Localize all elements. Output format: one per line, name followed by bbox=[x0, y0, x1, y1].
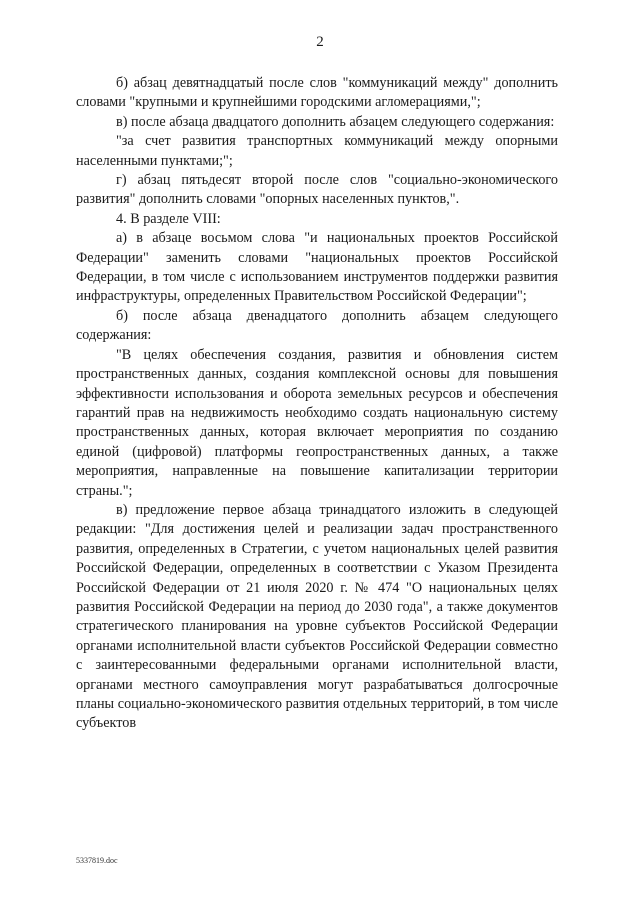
paragraph: б) абзац девятнадцатый после слов "коммуникаций между" дополнить словами "крупными и крупнейшими городскими агломерациями,"; bbox=[76, 75, 558, 111]
paragraph: 4. В разделе VIII: bbox=[116, 210, 221, 227]
paragraph: б) после абзаца двенадцатого дополнить абзацем следующего содержания: bbox=[76, 307, 558, 344]
paragraph: "за счет развития транспортных коммуникаций между опорными населенными пунктами;"; bbox=[76, 133, 558, 169]
paragraph: в) предложение первое абзаца тринадцатого изложить в следующей редакции: "Для достижения целей и реализации задач пространственного развития, определенных в Стратегии, с учетом национальных целей развития Российской Федерации, определенных в соответствии с Указом Президента Российской Федерации от 21 июля 2020 г. № 474 "О национальных целях развития Российской Федерации на период до 2030 года", а также документов стратегического планирования на уровне субъектов Российской Федерации органами исполнительной власти субъектов Российской Федерации совместно с заинтересованными федеральными органами исполнительной власти, органами местного самоуправления могут разрабатываться долгосрочные планы социально-экономического развития отдельных территорий, в том числе субъектов bbox=[76, 501, 558, 732]
page-number: 2 bbox=[316, 34, 324, 50]
paragraph: "В целях обеспечения создания, развития и обновления систем пространственных данных, создания комплексной основы для повышения эффективности использования и оборота земельных ресурсов и обеспечения гарантий прав на недвижимость необходимо создать национальную систему пространственных данных, которая включает мероприятия по созданию единой (цифровой) платформы геопространственных данных, а также мероприятия, направленные на повышение капитализации территории страны."; bbox=[76, 346, 558, 499]
file-name-footer: 5337819.doc bbox=[76, 856, 118, 865]
paragraph: в) после абзаца двадцатого дополнить абзацем следующего содержания: bbox=[116, 113, 555, 130]
paragraph: г) абзац пятьдесят второй после слов "социально-экономического развития" дополнить словами "опорных населенных пунктов,". bbox=[76, 172, 558, 208]
paragraph: а) в абзаце восьмом слова "и национальных проектов Российской Федерации" заменить словами "национальных проектов Российской Федерации, в том числе с использованием инструментов поддержки развития инфраструктуры, определенных Правительством Российской Федерации"; bbox=[76, 230, 558, 305]
document-body bbox=[76, 74, 558, 734]
